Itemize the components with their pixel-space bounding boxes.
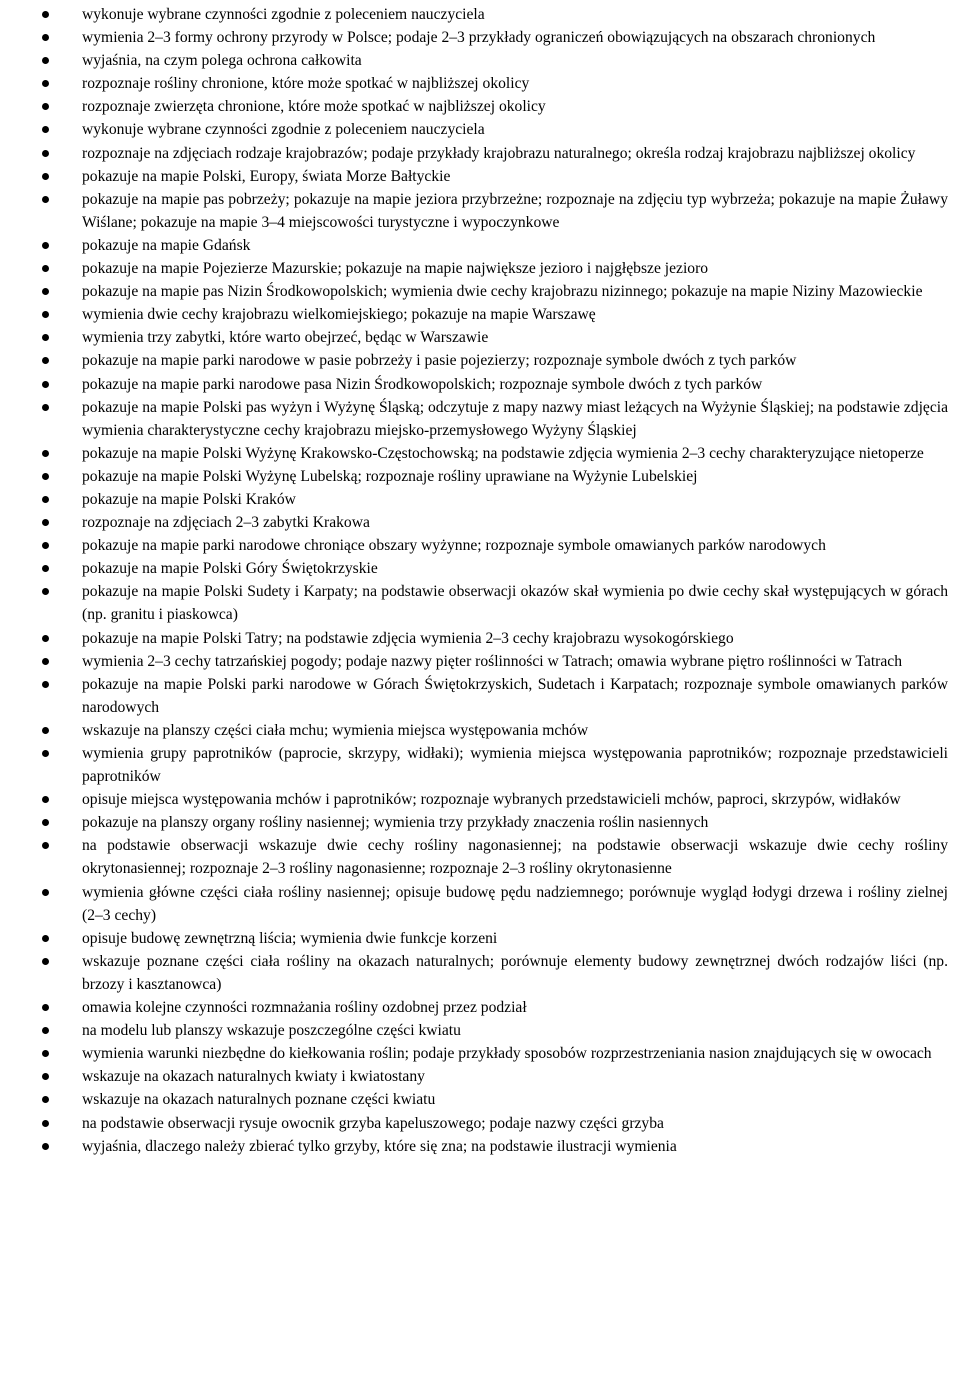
list-item-text: na podstawie obserwacji wskazuje dwie cechy rośliny nagonasiennej; na podstawie obserwacji wskazuje dwie cechy rośliny okrytonasiennej; rozpoznaje 2–3 rośliny nagonasienne; rozpoznaje 2–3 rośliny okrytonasienne bbox=[82, 837, 948, 878]
list-item-text: wskazuje poznane części ciała rośliny na okazach naturalnych; porównuje elementy budowy zewnętrznej dwóch rodzajów liści (np. brzozy i kasztanowca) bbox=[82, 952, 948, 993]
bullet-dot-icon bbox=[42, 1143, 49, 1150]
bullet-dot-icon bbox=[42, 450, 49, 457]
list-item-text: omawia kolejne czynności rozmnażania rośliny ozdobnej przez podział bbox=[82, 999, 527, 1017]
list-item bbox=[0, 118, 948, 141]
bullet-dot-icon bbox=[42, 173, 49, 180]
list-item-text: wyjaśnia, na czym polega ochrona całkowita bbox=[82, 52, 362, 70]
bullet-dot-icon bbox=[42, 727, 49, 734]
list-item-text: pokazuje na mapie Polski, Europy, świata Morze Bałtyckie bbox=[82, 167, 451, 185]
list-item bbox=[0, 234, 948, 257]
bullet-dot-icon bbox=[42, 658, 49, 665]
list-item bbox=[0, 742, 948, 788]
bullet-dot-icon bbox=[42, 750, 49, 757]
bullet-dot-icon bbox=[42, 404, 49, 411]
list-item-text: wymienia grupy paprotników (paprocie, skrzypy, widłaki); wymienia miejsca występowania paprotników; rozpoznaje przedstawicieli paprotników bbox=[82, 745, 948, 786]
list-item bbox=[0, 719, 948, 742]
bullet-dot-icon bbox=[42, 34, 49, 41]
bullet-dot-icon bbox=[42, 196, 49, 203]
list-item bbox=[0, 627, 948, 650]
list-item-text: pokazuje na mapie pas pobrzeży; pokazuje na mapie jeziora przybrzeżne; rozpoznaje na zdjęciu typ wybrzeża; pokazuje na mapie Żuławy Wiślane; pokazuje na mapie 3–4 miejscowości turystyczne i wypoczynkowe bbox=[82, 190, 948, 231]
list-item-text: wymienia 2–3 cechy tatrzańskiej pogody; podaje nazwy pięter roślinności w Tatrach; omawia wybrane piętro roślinności w Tatrach bbox=[82, 652, 902, 670]
list-item bbox=[0, 927, 948, 950]
bullet-dot-icon bbox=[42, 357, 49, 364]
list-item bbox=[0, 257, 948, 280]
list-item bbox=[0, 349, 948, 372]
bullet-dot-icon bbox=[42, 819, 49, 826]
list-item bbox=[0, 1112, 948, 1135]
bullet-dot-icon bbox=[42, 588, 49, 595]
bullet-dot-icon bbox=[42, 288, 49, 295]
bullet-dot-icon bbox=[42, 57, 49, 64]
list-item-text: na podstawie obserwacji rysuje owocnik grzyba kapeluszowego; podaje nazwy części grzyba bbox=[82, 1114, 664, 1132]
list-item-text: pokazuje na mapie Gdańsk bbox=[82, 236, 251, 254]
list-item bbox=[0, 49, 948, 72]
list-item bbox=[0, 72, 948, 95]
list-item bbox=[0, 811, 948, 834]
list-item-text: pokazuje na planszy organy rośliny nasiennej; wymienia trzy przykłady znaczenia roślin nasiennych bbox=[82, 814, 709, 832]
bullet-dot-icon bbox=[42, 103, 49, 110]
list-item bbox=[0, 650, 948, 673]
bullet-dot-icon bbox=[42, 635, 49, 642]
bullet-dot-icon bbox=[42, 1120, 49, 1127]
list-item bbox=[0, 26, 948, 49]
bullet-dot-icon bbox=[42, 473, 49, 480]
list-item-text: wymienia 2–3 formy ochrony przyrody w Polsce; podaje 2–3 przykłady ograniczeń obowiązujących na obszarach chronionych bbox=[82, 29, 876, 47]
list-item-text: pokazuje na mapie parki narodowe pasa Nizin Środkowopolskich; rozpoznaje symbole dwóch z tych parków bbox=[82, 375, 763, 393]
list-item bbox=[0, 1065, 948, 1088]
list-item bbox=[0, 580, 948, 626]
bullet-dot-icon bbox=[42, 1004, 49, 1011]
list-item bbox=[0, 1135, 948, 1158]
list-item bbox=[0, 950, 948, 996]
bullet-dot-icon bbox=[42, 334, 49, 341]
bullet-dot-icon bbox=[42, 681, 49, 688]
list-item bbox=[0, 834, 948, 880]
bullet-dot-icon bbox=[42, 11, 49, 18]
list-item bbox=[0, 280, 948, 303]
list-item bbox=[0, 142, 948, 165]
list-item bbox=[0, 95, 948, 118]
list-item-text: pokazuje na mapie Polski Kraków bbox=[82, 490, 296, 508]
list-item bbox=[0, 1088, 948, 1111]
list-item-text: wymienia główne części ciała rośliny nasiennej; opisuje budowę pędu nadziemnego; porównuje wygląd łodygi drzewa i rośliny zielnej (2–3 cechy) bbox=[82, 883, 948, 924]
bullet-dot-icon bbox=[42, 796, 49, 803]
bullet-dot-icon bbox=[42, 519, 49, 526]
list-item bbox=[0, 488, 948, 511]
list-item-text: rozpoznaje na zdjęciach rodzaje krajobrazów; podaje przykłady krajobrazu naturalnego; określa rodzaj krajobrazu najbliższej okolicy bbox=[82, 144, 916, 162]
list-item bbox=[0, 3, 948, 26]
list-item bbox=[0, 373, 948, 396]
list-item bbox=[0, 326, 948, 349]
list-item bbox=[0, 996, 948, 1019]
bullet-dot-icon bbox=[42, 542, 49, 549]
list-item-text: wyjaśnia, dlaczego należy zbierać tylko grzyby, które się zna; na podstawie ilustracji wymienia bbox=[82, 1137, 677, 1155]
list-item-text: pokazuje na mapie Polski Sudety i Karpaty; na podstawie obserwacji okazów skał wymienia po dwie cechy skał występujących w górach (np. granitu i piaskowca) bbox=[82, 583, 948, 624]
list-item-text: pokazuje na mapie parki narodowe w pasie pobrzeży i pasie pojezierzy; rozpoznaje symbole dwóch z tych parków bbox=[82, 352, 797, 370]
list-item-text: opisuje miejsca występowania mchów i paprotników; rozpoznaje wybranych przedstawicieli mchów, paproci, skrzypów, widłaków bbox=[82, 791, 901, 809]
bullet-dot-icon bbox=[42, 242, 49, 249]
bullet-dot-icon bbox=[42, 1096, 49, 1103]
list-item-text: pokazuje na mapie Pojezierze Mazurskie; pokazuje na mapie największe jezioro i najgłębsze jezioro bbox=[82, 260, 709, 278]
list-item bbox=[0, 303, 948, 326]
list-item-text: pokazuje na mapie Polski Wyżynę Lubelską; rozpoznaje rośliny uprawiane na Wyżynie Lubelskiej bbox=[82, 467, 698, 485]
list-item-text: na modelu lub planszy wskazuje poszczególne części kwiatu bbox=[82, 1022, 461, 1040]
list-item-text: rozpoznaje rośliny chronione, które może spotkać w najbliższej okolicy bbox=[82, 75, 530, 93]
list-item bbox=[0, 442, 948, 465]
list-item-text: pokazuje na mapie Polski pas wyżyn i Wyżynę Śląską; odczytuje z mapy nazwy miast leżących na Wyżynie Śląskiej; na podstawie zdjęcia wymienia charakterystyczne cechy krajobrazu miejsko-przemysłowego Wyżyny Śląskiej bbox=[82, 398, 948, 439]
bullet-dot-icon bbox=[42, 265, 49, 272]
bullet-dot-icon bbox=[42, 935, 49, 942]
list-item-text: opisuje budowę zewnętrzną liścia; wymienia dwie funkcje korzeni bbox=[82, 929, 498, 947]
list-item bbox=[0, 396, 948, 442]
bullet-dot-icon bbox=[42, 150, 49, 157]
list-item bbox=[0, 673, 948, 719]
bullet-dot-icon bbox=[42, 311, 49, 318]
list-item-text: pokazuje na mapie parki narodowe chroniące obszary wyżynne; rozpoznaje symbole omawianych parków narodowych bbox=[82, 537, 826, 555]
bullet-dot-icon bbox=[42, 1027, 49, 1034]
bullet-dot-icon bbox=[42, 842, 49, 849]
list-item bbox=[0, 165, 948, 188]
list-item-text: wskazuje na planszy części ciała mchu; wymienia miejsca występowania mchów bbox=[82, 721, 589, 739]
bullet-dot-icon bbox=[42, 565, 49, 572]
bullet-dot-icon bbox=[42, 126, 49, 133]
bullet-dot-icon bbox=[42, 80, 49, 87]
bullet-dot-icon bbox=[42, 496, 49, 503]
list-item bbox=[0, 534, 948, 557]
list-item-text: wymienia warunki niezbędne do kiełkowania roślin; podaje przykłady sposobów rozprzestrzeniania nasion znajdujących się w owocach bbox=[82, 1045, 932, 1063]
list-item bbox=[0, 1019, 948, 1042]
criteria-bullet-list bbox=[0, 3, 948, 1158]
list-item-text: rozpoznaje zwierzęta chronione, które może spotkać w najbliższej okolicy bbox=[82, 98, 546, 116]
list-item bbox=[0, 788, 948, 811]
list-item-text: pokazuje na mapie Polski Wyżynę Krakowsko-Częstochowską; na podstawie zdjęcia wymienia 2–3 cechy charakteryzujące nietoperze bbox=[82, 444, 924, 462]
list-item-text: wskazuje na okazach naturalnych poznane części kwiatu bbox=[82, 1091, 436, 1109]
list-item-text: wykonuje wybrane czynności zgodnie z poleceniem nauczyciela bbox=[82, 6, 485, 23]
list-item-text: rozpoznaje na zdjęciach 2–3 zabytki Krakowa bbox=[82, 514, 370, 532]
list-item bbox=[0, 465, 948, 488]
list-item-text: pokazuje na mapie Polski Tatry; na podstawie zdjęcia wymienia 2–3 cechy krajobrazu wysokogórskiego bbox=[82, 629, 734, 647]
list-item-text: pokazuje na mapie pas Nizin Środkowopolskich; wymienia dwie cechy krajobrazu nizinnego; pokazuje na mapie Niziny Mazowieckie bbox=[82, 283, 923, 301]
bullet-dot-icon bbox=[42, 381, 49, 388]
bullet-dot-icon bbox=[42, 1050, 49, 1057]
list-item-text: wymienia dwie cechy krajobrazu wielkomiejskiego; pokazuje na mapie Warszawę bbox=[82, 306, 596, 324]
list-item bbox=[0, 511, 948, 534]
list-item bbox=[0, 188, 948, 234]
list-item bbox=[0, 1042, 948, 1065]
list-item bbox=[0, 557, 948, 580]
list-item-text: wymienia trzy zabytki, które warto obejrzeć, będąc w Warszawie bbox=[82, 329, 489, 347]
bullet-dot-icon bbox=[42, 889, 49, 896]
bullet-dot-icon bbox=[42, 958, 49, 965]
list-item bbox=[0, 881, 948, 927]
bullet-dot-icon bbox=[42, 1073, 49, 1080]
list-item-text: pokazuje na mapie Polski parki narodowe w Górach Świętokrzyskich, Sudetach i Karpatach; rozpoznaje symbole omawianych parków narodowych bbox=[82, 675, 948, 716]
list-item-text: pokazuje na mapie Polski Góry Świętokrzyskie bbox=[82, 560, 378, 578]
list-item-text: wskazuje na okazach naturalnych kwiaty i kwiatostany bbox=[82, 1068, 425, 1086]
list-item-text: wykonuje wybrane czynności zgodnie z poleceniem nauczyciela bbox=[82, 121, 485, 139]
